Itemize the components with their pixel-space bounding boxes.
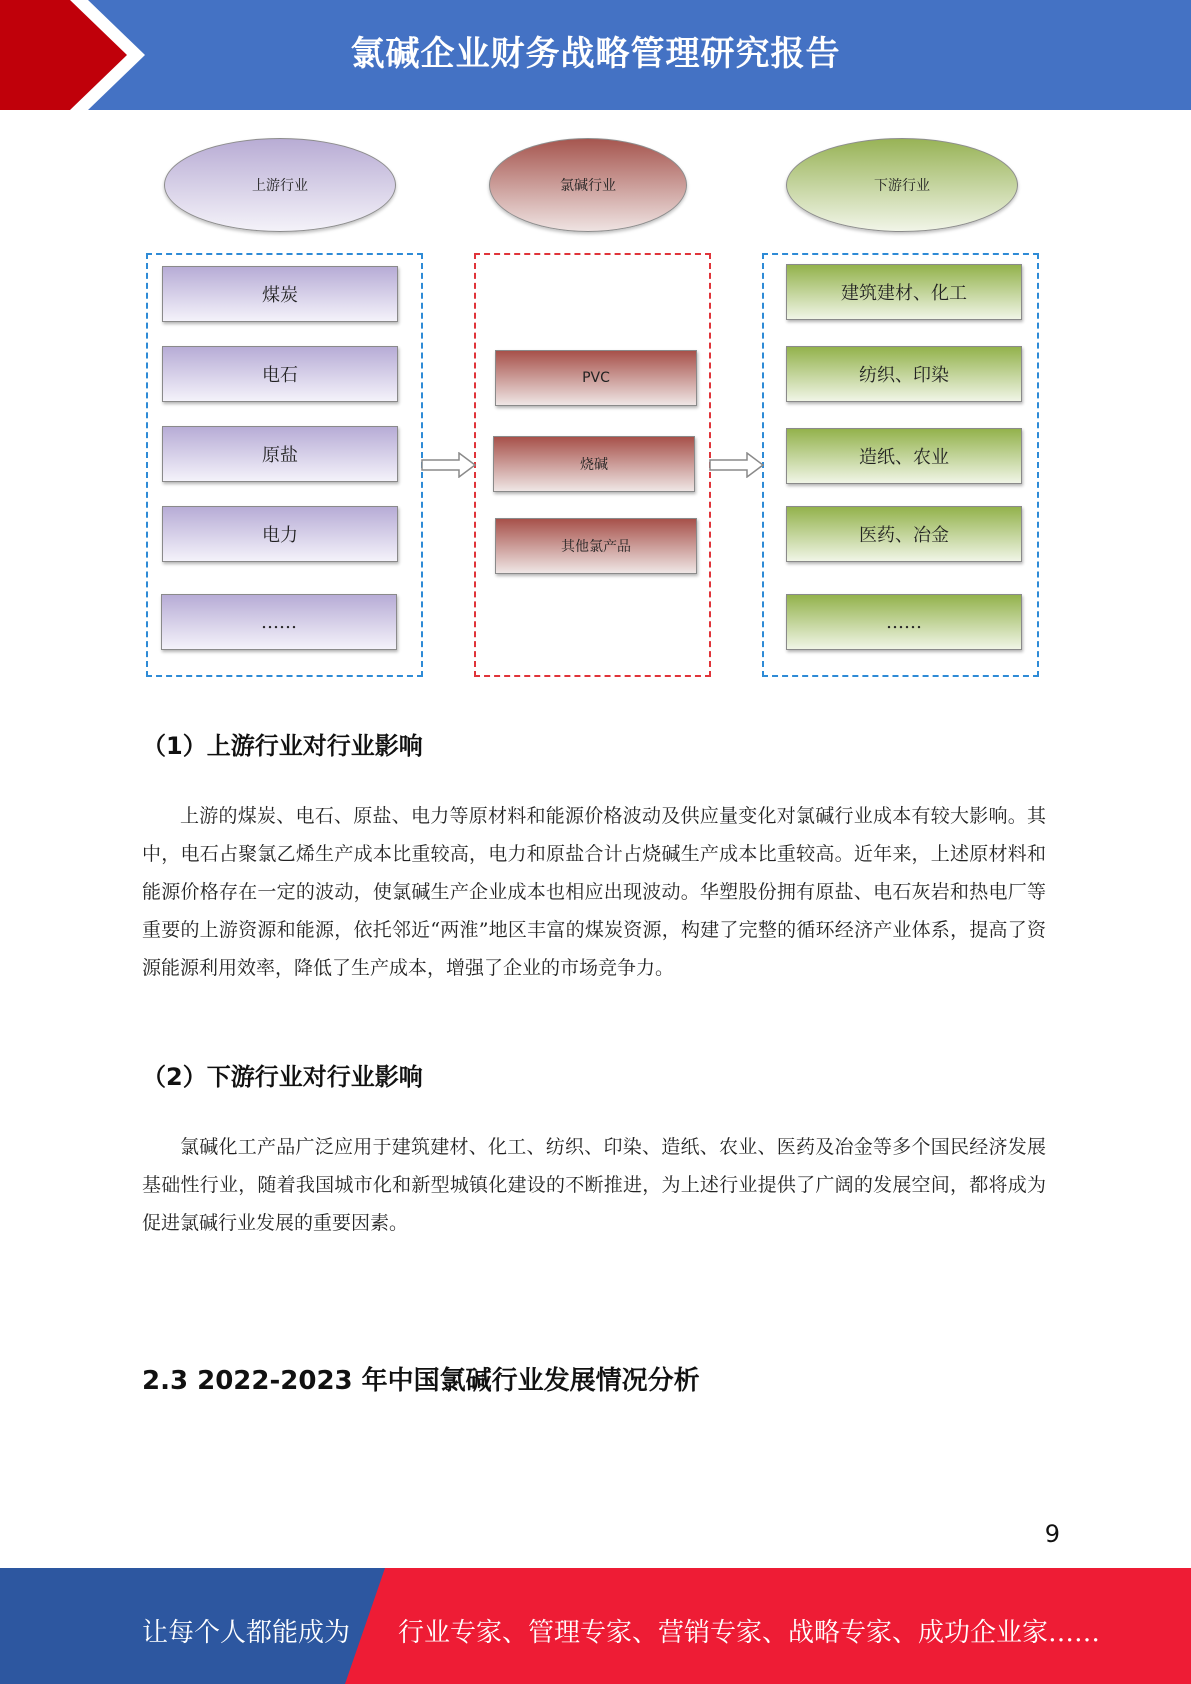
upstream-item-raw-salt: 原盐: [162, 426, 398, 482]
downstream-ellipse: 下游行业: [786, 138, 1018, 232]
downstream-item-construction-chemical: 建筑建材、化工: [786, 264, 1022, 320]
page-footer: [0, 1568, 1191, 1684]
downstream-item-more: ……: [786, 594, 1022, 650]
page-header: [0, 0, 1191, 110]
upstream-item-coal: 煤炭: [162, 266, 398, 322]
upstream-item-calcium-carbide: 电石: [162, 346, 398, 402]
section-heading-downstream: （2）下游行业对行业影响: [142, 1063, 423, 1091]
upstream-item-more: ……: [161, 594, 397, 650]
section-body-upstream: 上游的煤炭、电石、原盐、电力等原材料和能源价格波动及供应量变化对氯碱行业成本有较大影响。其中，电石占聚氯乙烯生产成本比重较高，电力和原盐合计占烧碱生产成本比重较高。近年来，上述原材料和能源价格存在一定的波动，使氯碱生产企业成本也相应出现波动。华塑股份拥有原盐、电石灰岩和热电厂等重要的上游资源和能源，依托邻近“两淮”地区丰富的煤炭资源，构建了完整的循环经济产业体系，提高了资源能源利用效率，降低了生产成本，增强了企业的市场竞争力。: [142, 805, 1046, 979]
industry-item-pvc: PVC: [495, 350, 697, 406]
arrow-industry-to-downstream-icon: [709, 452, 765, 478]
section-title: 2.3 2022-2023 年中国氯碱行业发展情况分析: [142, 1366, 700, 1396]
upstream-ellipse: 上游行业: [164, 138, 396, 232]
footer-slogan-left: 让每个人都能成为: [142, 1618, 351, 1648]
report-title: 氯碱企业财务战略管理研究报告: [350, 34, 841, 74]
section-heading-upstream: （1）上游行业对行业影响: [142, 732, 423, 760]
downstream-item-paper-agriculture: 造纸、农业: [786, 428, 1022, 484]
footer-slogan-right: 行业专家、管理专家、营销专家、战略专家、成功企业家……: [398, 1618, 1101, 1648]
section-body-downstream: 氯碱化工产品广泛应用于建筑建材、化工、纺织、印染、造纸、农业、医药及冶金等多个国民经济发展基础性行业，随着我国城市化和新型城镇化建设的不断推进，为上述行业提供了广阔的发展空间，都将成为促进氯碱行业发展的重要因素。: [142, 1136, 1046, 1234]
upstream-item-electricity: 电力: [162, 506, 398, 562]
industry-item-caustic-soda: 烧碱: [493, 436, 695, 492]
downstream-item-textile-dyeing: 纺织、印染: [786, 346, 1022, 402]
industry-ellipse: 氯碱行业: [489, 138, 687, 232]
downstream-item-medicine-metallurgy: 医药、冶金: [786, 506, 1022, 562]
industry-item-other-chlorine: 其他氯产品: [495, 518, 697, 574]
arrow-upstream-to-industry-icon: [421, 452, 477, 478]
page-number: 9: [1044, 1520, 1060, 1548]
